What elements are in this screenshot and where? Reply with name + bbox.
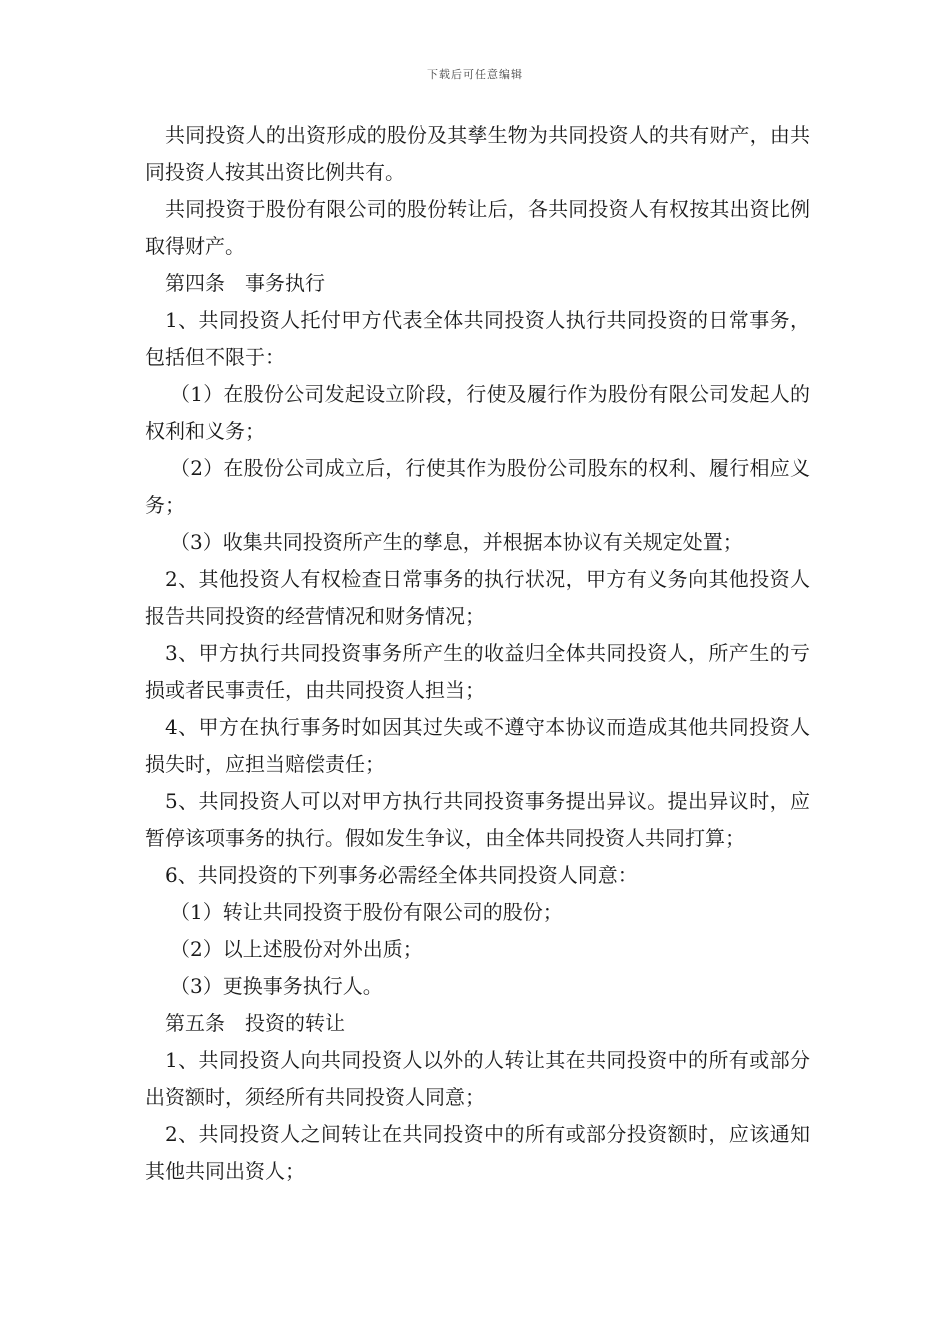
paragraph: 4、甲方在执行事务时如因其过失或不遵守本协议而造成其他共同投资人损失时，应担当赔偿责任；	[145, 715, 810, 776]
article-heading: 第五条 投资的转让	[165, 1011, 345, 1035]
document-body	[145, 117, 810, 1190]
page-header: 下载后可任意编辑	[427, 68, 523, 81]
paragraph: 2、共同投资人之间转让在共同投资中的所有或部分投资额时，应该通知其他共同出资人；	[145, 1122, 810, 1183]
article-heading: 第四条 事务执行	[165, 271, 325, 295]
paragraph: 1、共同投资人向共同投资人以外的人转让其在共同投资中的所有或部分出资额时，须经所有共同投资人同意；	[145, 1048, 810, 1109]
list-item: （3）更换事务执行人。	[170, 974, 383, 998]
paragraph: 2、其他投资人有权检查日常事务的执行状况，甲方有义务向其他投资人报告共同投资的经营情况和财务情况；	[145, 567, 810, 628]
paragraph: 1、共同投资人托付甲方代表全体共同投资人执行共同投资的日常事务，包括但不限于：	[145, 308, 810, 369]
paragraph: 5、共同投资人可以对甲方执行共同投资事务提出异议。提出异议时，应暂停该项事务的执行。假如发生争议，由全体共同投资人共同打算；	[145, 789, 810, 850]
list-item: （2）以上述股份对外出质；	[170, 937, 423, 961]
list-item: （2）在股份公司成立后，行使其作为股份公司股东的权利、履行相应义务；	[145, 456, 810, 517]
paragraph: 共同投资人的出资形成的股份及其孳生物为共同投资人的共有财产，由共同投资人按其出资比例共有。	[145, 123, 810, 184]
paragraph: 共同投资于股份有限公司的股份转让后，各共同投资人有权按其出资比例取得财产。	[145, 197, 810, 258]
list-item: （1）在股份公司发起设立阶段，行使及履行作为股份有限公司发起人的权利和义务；	[145, 382, 810, 443]
paragraph: 6、共同投资的下列事务必需经全体共同投资人同意：	[165, 863, 638, 887]
list-item: （1）转让共同投资于股份有限公司的股份；	[170, 900, 563, 924]
list-item: （3）收集共同投资所产生的孳息，并根据本协议有关规定处置；	[170, 530, 743, 554]
paragraph: 3、甲方执行共同投资事务所产生的收益归全体共同投资人，所产生的亏损或者民事责任，由共同投资人担当；	[145, 641, 810, 702]
